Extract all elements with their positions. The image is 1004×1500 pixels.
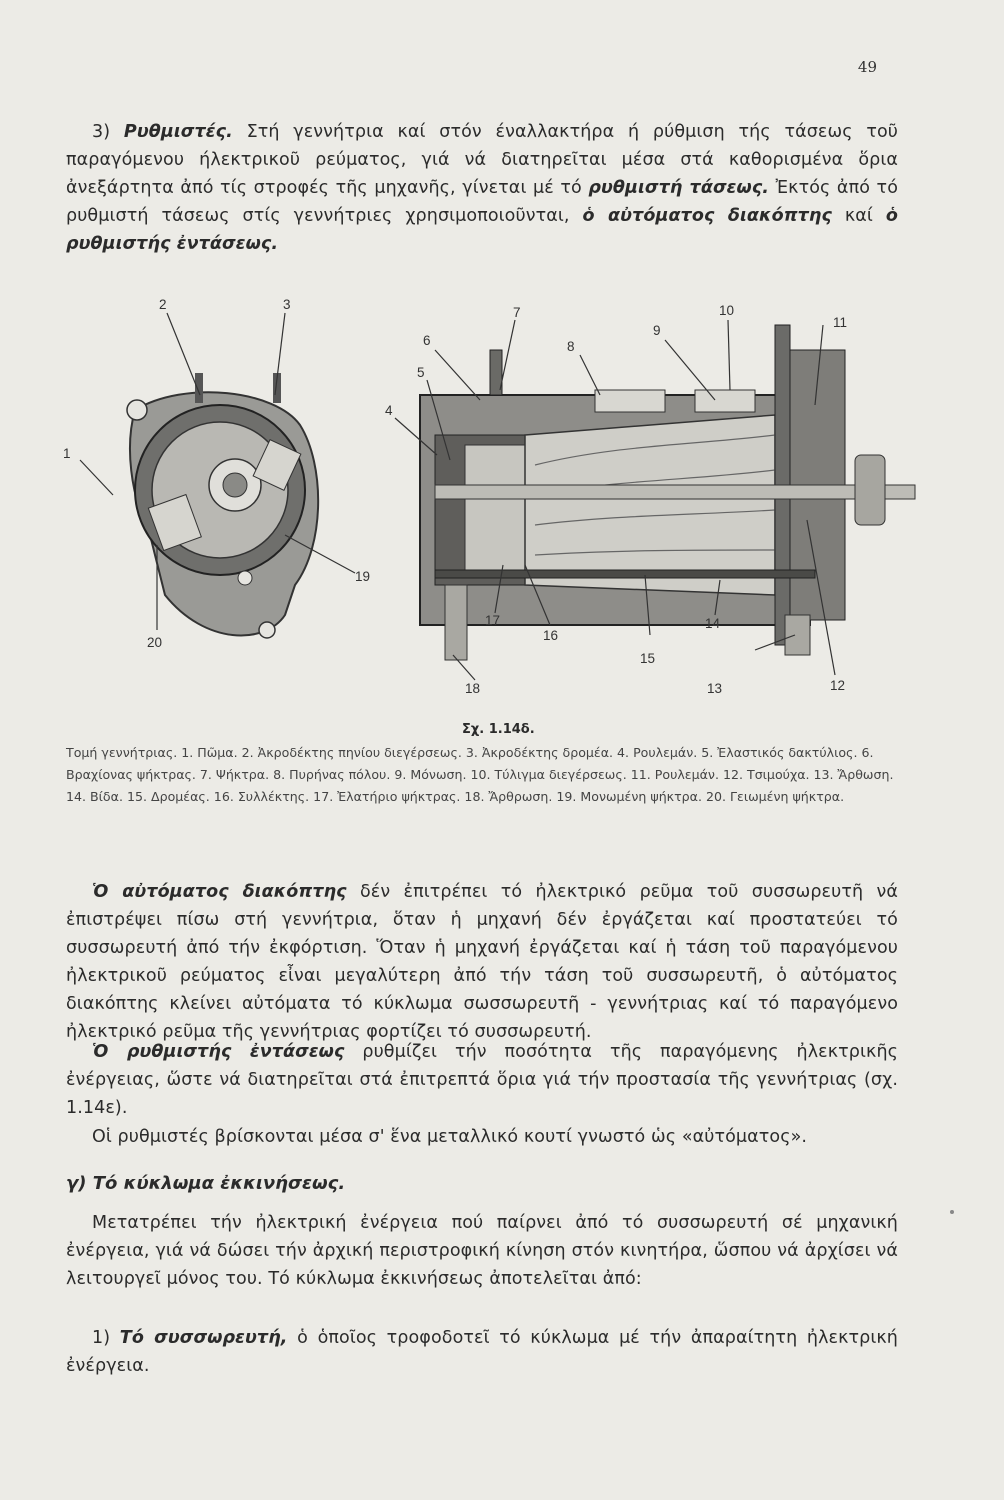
label-16: 16 [543,628,559,643]
margin-dot [950,1210,954,1214]
label-3: 3 [283,297,291,312]
auto-switch-paragraph [66,878,898,1046]
label-19: 19 [355,569,371,584]
label-11: 11 [833,315,848,330]
section-3-term-3: ὁ αὐτόματος διακόπτης [582,206,832,226]
label-1: 1 [63,446,71,461]
label-8: 8 [567,339,575,354]
battery-item-prefix: 1) [92,1328,120,1348]
figure-caption: Τομή γεννήτριας. 1. Πῶμα. 2. Ἀκροδέκτης πηνίου διεγέρσεως. 3. Ἀκροδέκτης δρομέα. 4. Ρουλεμάν. 5. Ἐλαστικός δακτύλιος. 6. Βραχίονας ψήκτρας. 7. Ψήκτρα. 8. Πυρήνας πόλου. 9. Μόνωση. 10. Τύλιγμα διεγέρσεως. 11. Ρουλεμάν. 12. Τσιμούχα. 13. Ἄρθωση. 14. Βίδα. 15. Δρομέας. 16. Συλλέκτης. 17. Ἐλατήριο ψήκτρας. 18. Ἄρθρωση. 19. Μονωμένη ψήκτρα. 20. Γειωμένη ψήκτρα. [66,745,894,804]
page-number: 49 [857,58,877,76]
section-3-term: Ρυθμιστές. [123,122,233,142]
auto-switch-text: δέν ἐπιτρέπει τό ἠλεκτρικό ρεῦμα τοῦ συσσωρευτῆ νά ἐπιστρέψει πίσω στή γεννήτρια, ὅταν ἡ μηχανή δέν ἐργάζεται καί προστατεύει τό συσσωρευτή ἀπό τήν ἐκφόρτιση. Ὅταν ἡ μηχανή ἐργάζεται καί ἡ τάση τοῦ παραγόμενου ἠλεκτρικοῦ ρεύματος εἶναι μεγαλύτερη ἀπό τήν τάση τοῦ συσσωρευτῆ, ὁ αὐτόματος διακόπτης κλείνει αὐτόματα τό κύκλωμα σωσσωρευτῆ - γεννήτριας καί τό παραγόμενο ἠλεκτρικό ρεῦμα τῆς γεννήτριας φορτίζει τό συσσωρευτή. [66,882,899,1042]
label-4: 4 [385,403,393,418]
label-13: 13 [707,681,723,696]
label-2: 2 [159,297,167,312]
label-14: 14 [705,616,721,631]
starting-circuit-heading: γ) Τό κύκλωμα ἐκκινήσεως. [66,1173,346,1194]
starting-circuit-paragraph: Μετατρέπει τήν ἠλεκτρική ἐνέργεια πού παίρνει ἀπό τό συσσωρευτή σέ μηχανική ἐνέργεια, γιά νά δώσει τήν ἀρχική περιστροφική κίνηση στόν κινητήρα, ὥσπου νά ἀρχίσει νά λειτουργεῖ μόνος του. Τό κύκλωμα ἐκκινήσεως ἀποτελεῖται ἀπό: [66,1213,898,1289]
section-3-text-2: Ἐκτός ἀπό τό ρυθμιστή τάσεως στίς γεννήτριες χρησιμοποιοῦνται, [66,178,899,226]
battery-item-text: ὁ ὁποῖος τροφοδοτεῖ τό κύκλωμα μέ τήν ἀπαραίτητη ἠλεκτρική ἐνέργεια. [66,1328,898,1376]
label-10: 10 [719,303,735,318]
current-regulator-term: Ὁ ρυθμιστής ἐντάσεως [92,1042,345,1062]
longitudinal-section-view [420,325,915,660]
label-5: 5 [417,365,425,380]
label-12: 12 [830,678,846,693]
label-17: 17 [485,613,501,628]
current-regulator-text: ρυθμίζει τήν ποσότητα τῆς παραγόμενης ἠλεκτρικῆς ἐνέργειας, ὥστε νά διατηρεῖται στά ἐπιτρεπτά ὅρια γιά τήν προστασία τῆς γεννήτριας (σχ. 1.14ε). [66,1042,899,1118]
auto-switch-term: Ὁ αὐτόματος διακόπτης [92,882,347,902]
label-20: 20 [147,635,163,650]
label-6: 6 [423,333,431,348]
label-7: 7 [513,305,521,320]
figure-title: Σχ. 1.14δ. [462,722,535,737]
battery-item-term: Τό συσσωρευτή, [119,1328,288,1348]
battery-item [66,1324,898,1380]
end-cover-view [127,373,318,638]
section-3-term-4: ὁ ρυθμιστής ἐντάσεως. [66,206,898,254]
generator-cross-section-figure [55,295,935,715]
label-18: 18 [465,681,481,696]
section-3-text-1: Στή γεννήτρια καί στόν έναλλακτήρα ή ρύθμιση τής τάσεως τοῦ παραγόμενου ήλεκτρικοῦ ρεύματος, γιά νά διατηρεῖται μέσα στά καθορισμένα ὅρια ἀνεξάρτητα ἀπό τίς στροφές τῆς μηχανῆς, γίνεται μέ τό [66,122,898,198]
section-3-prefix: 3) [92,122,124,142]
section-3-paragraph [66,118,898,258]
label-9: 9 [653,323,661,338]
label-15: 15 [640,651,656,666]
section-3-text-3: καί [831,206,886,226]
current-regulator-paragraph [66,1038,898,1122]
section-3-term-2: ρυθμιστή τάσεως. [588,178,770,198]
regulator-box-paragraph: Οἱ ρυθμιστές βρίσκονται μέσα σ' ἕνα μεταλλικό κουτί γνωστό ὡς «αὐτόματος». [92,1127,808,1147]
